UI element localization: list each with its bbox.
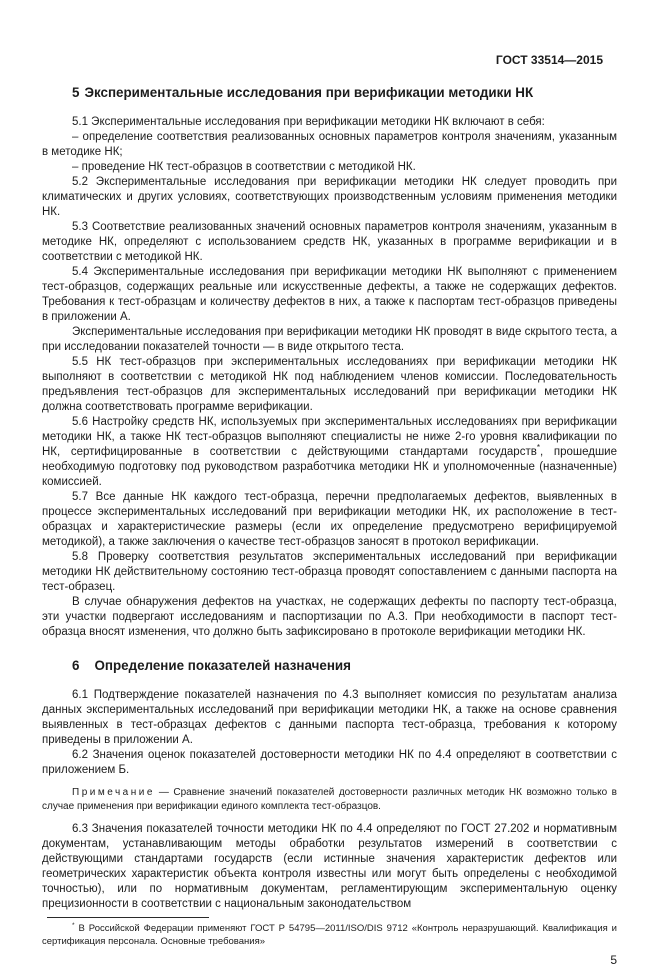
paragraph-5-6-text: 5.6 Настройку средств НК, используемых при экспериментальных исследованиях при верификации методики НК, а также НК тест-образцов выполняют специалисты не ниже 2-го уровня квалификации по НК, сертифицированные в соответствии с действующими стандартами государств — [42, 416, 617, 458]
note — [42, 786, 617, 813]
section-6-number: 6 — [72, 658, 80, 673]
note-label: Примечание — [72, 787, 155, 798]
paragraph-5-4: 5.4 Экспериментальные исследования при верификации методики НК выполняют с применением тест-образцов, содержащих реальные или искусственные дефекты, а также не содержащих дефектов. Требования к тест-образцам и количеству дефектов в них, а также к паспортам тест-образцов приведены в приложении А. — [42, 266, 617, 323]
list-item: – определение соответствия реализованных основных параметров контроля значениям, указанным в методике НК; — [42, 131, 617, 158]
doc-header: ГОСТ 33514—2015 — [495, 53, 603, 67]
paragraph-5-1: 5.1 Экспериментальные исследования при верификации методики НК включают в себя: — [72, 116, 545, 128]
paragraph-5-6-text: , прошедшие необходимую подготовку под руководством разработчика методики НК и уполномоченные (назначенные) комиссией. — [42, 446, 617, 488]
paragraph-5-8: 5.8 Проверку соответствия результатов экспериментальных исследований при верификации методики НК действительному состоянию тест-образца проводят сопоставлением с данными паспорта на тест-образец. — [42, 551, 617, 593]
list-item: – проведение НК тест-образцов в соответствии с методикой НК. — [72, 161, 416, 173]
paragraph-5-5: 5.5 НК тест-образцов при экспериментальных исследованиях при верификации методики НК выполняют в соответствии с методикой НК под наблюдением членов комиссии. Последовательность предъявления тест-образцов для экспериментальных исследований при верификации методики НК должна соответствовать программе верификации. — [42, 356, 617, 413]
note-text: — Сравнение значений показателей достоверности различных методик НК возможно только в случае применения при верификации единого комплекта тест-образцов. — [42, 787, 617, 812]
paragraph-5-6 — [42, 415, 617, 490]
paragraph-6-3: 6.3 Значения показателей точности методики НК по 4.4 определяют по ГОСТ 27.202 и нормативным документам, устанавливающим методы обработки результатов измерений в соответствии с действующими стандартами государств (если истинные значения характеристик дефектов или геометрических характеристик объекта контроля известны или могут быть определены с необходимой точностью), или по нормативным документам, регламентирующим экспериментальную оценку прецизионности в соответствии с национальным законодательством — [42, 823, 617, 910]
section-5-heading — [42, 84, 617, 101]
footnote — [42, 922, 617, 948]
paragraph-5-7: 5.7 Все данные НК каждого тест-образца, перечни предполагаемых дефектов, выявленных в процессе экспериментальных исследований при верификации методики НК, их расположение в тест-образцах и характеристические размеры (если их определение предусмотрено верифицируемой методикой), а также заключения о качестве тест-образцов заносят в протокол верификации. — [42, 491, 617, 548]
paragraph-5-2: 5.2 Экспериментальные исследования при верификации методики НК следует проводить при климатических и других условиях, соответствующих производственным условиям применения методики НК. — [42, 176, 617, 218]
footnote-block — [42, 917, 617, 948]
section-6-title: Определение показателей назначения — [94, 658, 351, 673]
paragraph-5-3: 5.3 Соответствие реализованных значений основных параметров контроля значениям, указанным в методике НК, определяют с использованием средств НК, указанных в программе верификации и в соответствии с методикой НК. — [42, 221, 617, 263]
paragraph-5-4-continued: Экспериментальные исследования при верификации методики НК проводят в виде скрытого теста, а при исследовании показателей точности — в виде открытого теста. — [42, 326, 617, 353]
section-5-title: Экспериментальные исследования при верификации методики НК — [84, 85, 534, 100]
footnote-text: В Российской Федерации применяют ГОСТ Р 54795—2011/ISO/DIS 9712 «Контроль неразрушающий. Квалификация и сертификация персонала. Основные требования» — [42, 923, 617, 947]
section-5-number: 5 — [72, 85, 80, 100]
paragraph-6-2: 6.2 Значения оценок показателей достоверности методики НК по 4.4 определяют в соответствии с приложением Б. — [42, 749, 617, 776]
paragraph-6-1: 6.1 Подтверждение показателей назначения по 4.3 выполняет комиссия по результатам анализа данных экспериментальных исследований при верификации методики НК, а также на основе сравнения выявленных в тест-образцах дефектов с данными паспорта тест-образца, требования к которому приведены в приложении А. — [42, 689, 617, 746]
footnote-marker: * — [72, 921, 75, 929]
section-6-heading — [42, 657, 617, 674]
footnote-reference-asterisk: * — [536, 443, 540, 453]
paragraph-5-8-continued: В случае обнаружения дефектов на участках, не содержащих дефекты по паспорту тест-образца, эти участки подвергают исследованиям и паспортизации по А.3. При необходимости в паспорт тест-образца вносят изменения, что должно быть зафиксировано в протоколе верификации методики НК. — [42, 596, 617, 638]
page-number: 5 — [610, 953, 617, 967]
footnote-rule — [47, 917, 209, 918]
